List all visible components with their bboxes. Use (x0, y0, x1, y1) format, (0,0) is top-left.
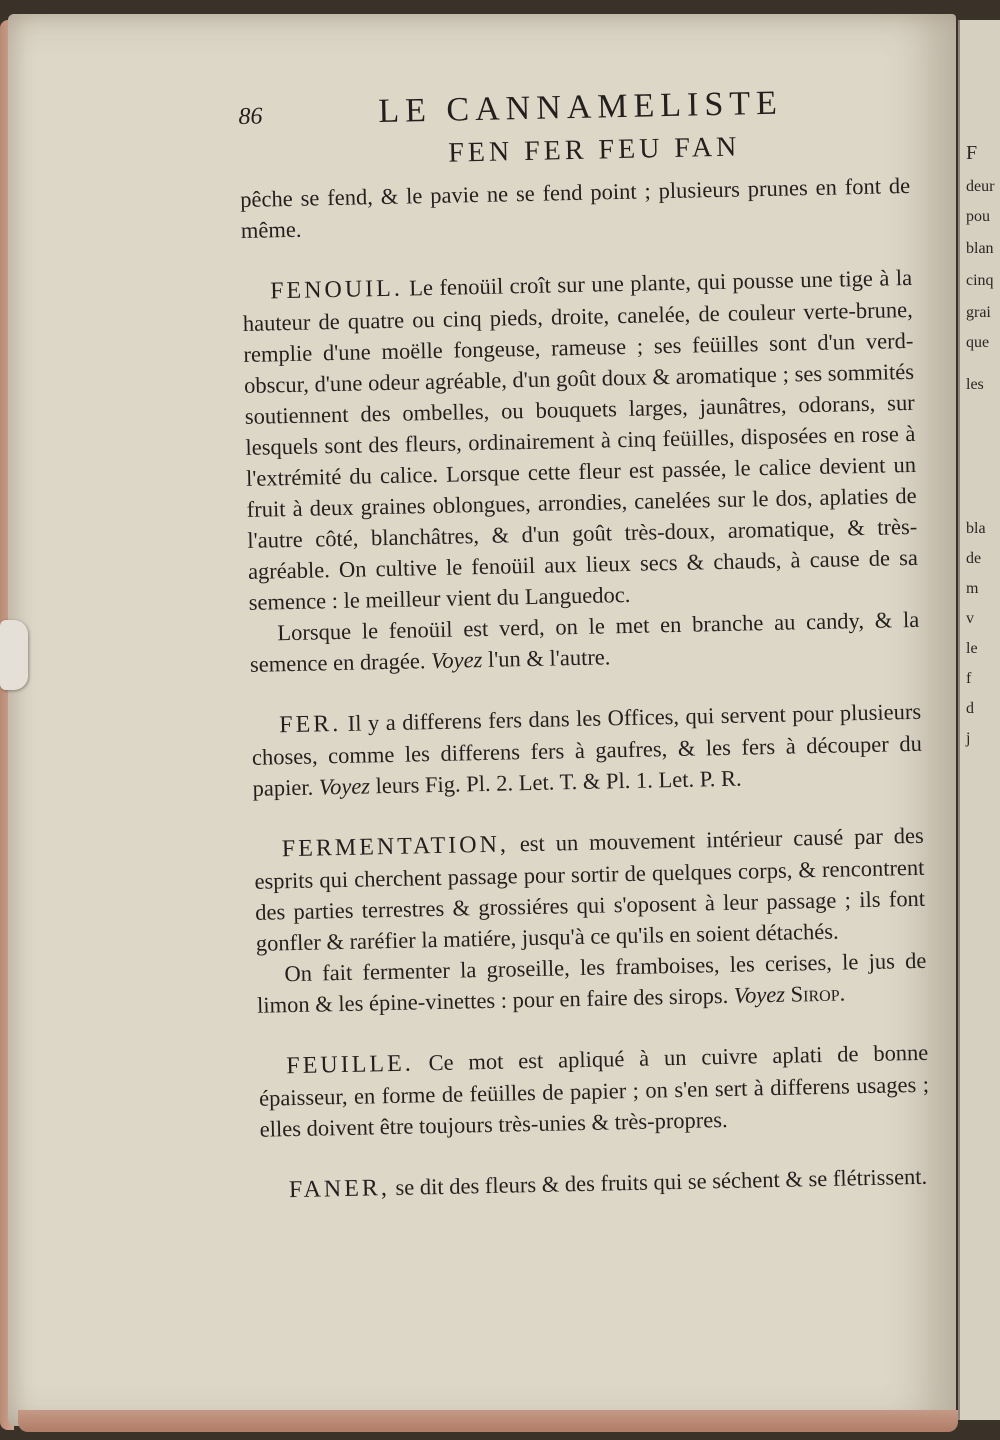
entry-fermentation-text: est un mouvement intérieur causé par des esprits qui cherchent passage pour sortir de quelques corps, & rencontrent des parties terrestres & grossiéres qui s'oposent à leur passage ; ils font gonfler & raréfier la matiére, jusqu'à ce qu'ils en soient détachés. (254, 822, 926, 956)
entry-fenouil-para2 (249, 604, 920, 680)
facing-fragment: le (966, 640, 978, 657)
facing-page (958, 20, 1000, 1420)
facing-fragment: pou (966, 208, 990, 225)
entry-fenouil-text: Le fenoüil croît sur une plante, qui pousse une tige à la hauteur de quatre ou cinq pieds, droite, canelée, de couleur verte-brune, remplie d'une moëlle fongeuse, rameuse ; ses feüilles sont d'un verd-obscur, d'une odeur agréable, d'un goût doux & aromatique ; ses sommités soutiennent des ombelles, ou bouquets larges, jaunâtres, odorans, sur lesquels sont des fleurs, ordinairement à cinq feüilles, disposées en rose à l'extrémité du calice. Lorsque cette fleur est passée, le calice devient un fruit à deux graines oblongues, arrondies, canelées sur le dos, aplaties de l'autre côté, blanchâtres, & d'un goût très-doux, aromatique, & très-agréable. On cultive le fenoüil aux lieux secs & chauds, à cause de sa semence : le meilleur vient du Languedoc. (242, 264, 919, 615)
page-clip (0, 620, 28, 690)
facing-fragment: j (966, 730, 971, 747)
voyez-reference: Voyez (430, 647, 483, 674)
entry-fenouil-para2-end: l'un & l'autre. (487, 644, 611, 672)
facing-fragment: de (966, 550, 982, 567)
entry-feuille (258, 1037, 930, 1145)
entry-fer (251, 696, 923, 804)
headword-fermentation: FERMENTATION, (281, 831, 510, 863)
voyez-reference: Voyez (318, 773, 371, 800)
headword-fer: FER. (278, 710, 342, 739)
facing-fragment: bla (966, 520, 986, 537)
facing-fragment: f (966, 670, 972, 687)
entry-fermentation-para2 (256, 945, 927, 1021)
facing-fragment: d (966, 700, 974, 717)
facing-fragment: deur (966, 178, 995, 195)
facing-fragment: les (966, 376, 984, 393)
facing-fragment: F (966, 142, 978, 164)
voyez-reference: Voyez (733, 981, 786, 1008)
entry-fer-end: leurs Fig. Pl. 2. Let. T. & Pl. 1. Let. P. R. (375, 765, 742, 799)
entry-fermentation (254, 820, 926, 959)
facing-fragment: v (966, 610, 974, 627)
entry-fenouil (242, 262, 919, 618)
entry-fermentation-para2-text: On fait fermenter la groseille, les framboises, les cerises, le jus de limon & les épine-vinettes : pour en faire des sirops. (256, 947, 927, 1018)
facing-fragment: grai (966, 304, 991, 321)
continuation-paragraph: pêche se fend, & le pavie ne se fend point ; plusieurs prunes en font de même. (239, 172, 911, 243)
entry-fer-text: Il y a differens fers dans les Offices, qui servent pour plusieurs choses, comme les differens fers à gaufres, & les fers à découper du papier. (251, 698, 923, 801)
entry-fermentation-para2-end: Sirop. (790, 980, 846, 1007)
book-page-edges-bottom (18, 1410, 958, 1432)
facing-fragment: m (966, 580, 979, 597)
page-title: LE CANNAMELISTE (378, 84, 784, 131)
headword-feuille: FEUILLE. (286, 1050, 414, 1080)
entry-fenouil-para2-text: Lorsque le fenoüil est verd, on le met en branche au candy, & la semence en dragée. (249, 606, 920, 677)
facing-fragment: cinq (966, 272, 994, 289)
headword-fenouil: FENOUIL. (269, 275, 404, 305)
headword-faner: FANER, (288, 1175, 391, 1204)
page-subtitle: FEN FER FEU FAN (447, 131, 741, 169)
facing-fragment: que (966, 334, 990, 351)
entry-feuille-text: Ce mot est apliqué à un cuivre aplati de bonne épaisseur, en forme de feüilles de papier ; on s'en sert à differens usages ; elles doivent être toujours très-unies & très-propres. (258, 1039, 930, 1142)
page-text-block (238, 78, 931, 1207)
page-number: 86 (238, 103, 263, 130)
entry-faner-text: se dit des fleurs & des fruits qui se séchent & se flétrissent. (395, 1163, 928, 1200)
facing-fragment: blan (966, 240, 994, 257)
